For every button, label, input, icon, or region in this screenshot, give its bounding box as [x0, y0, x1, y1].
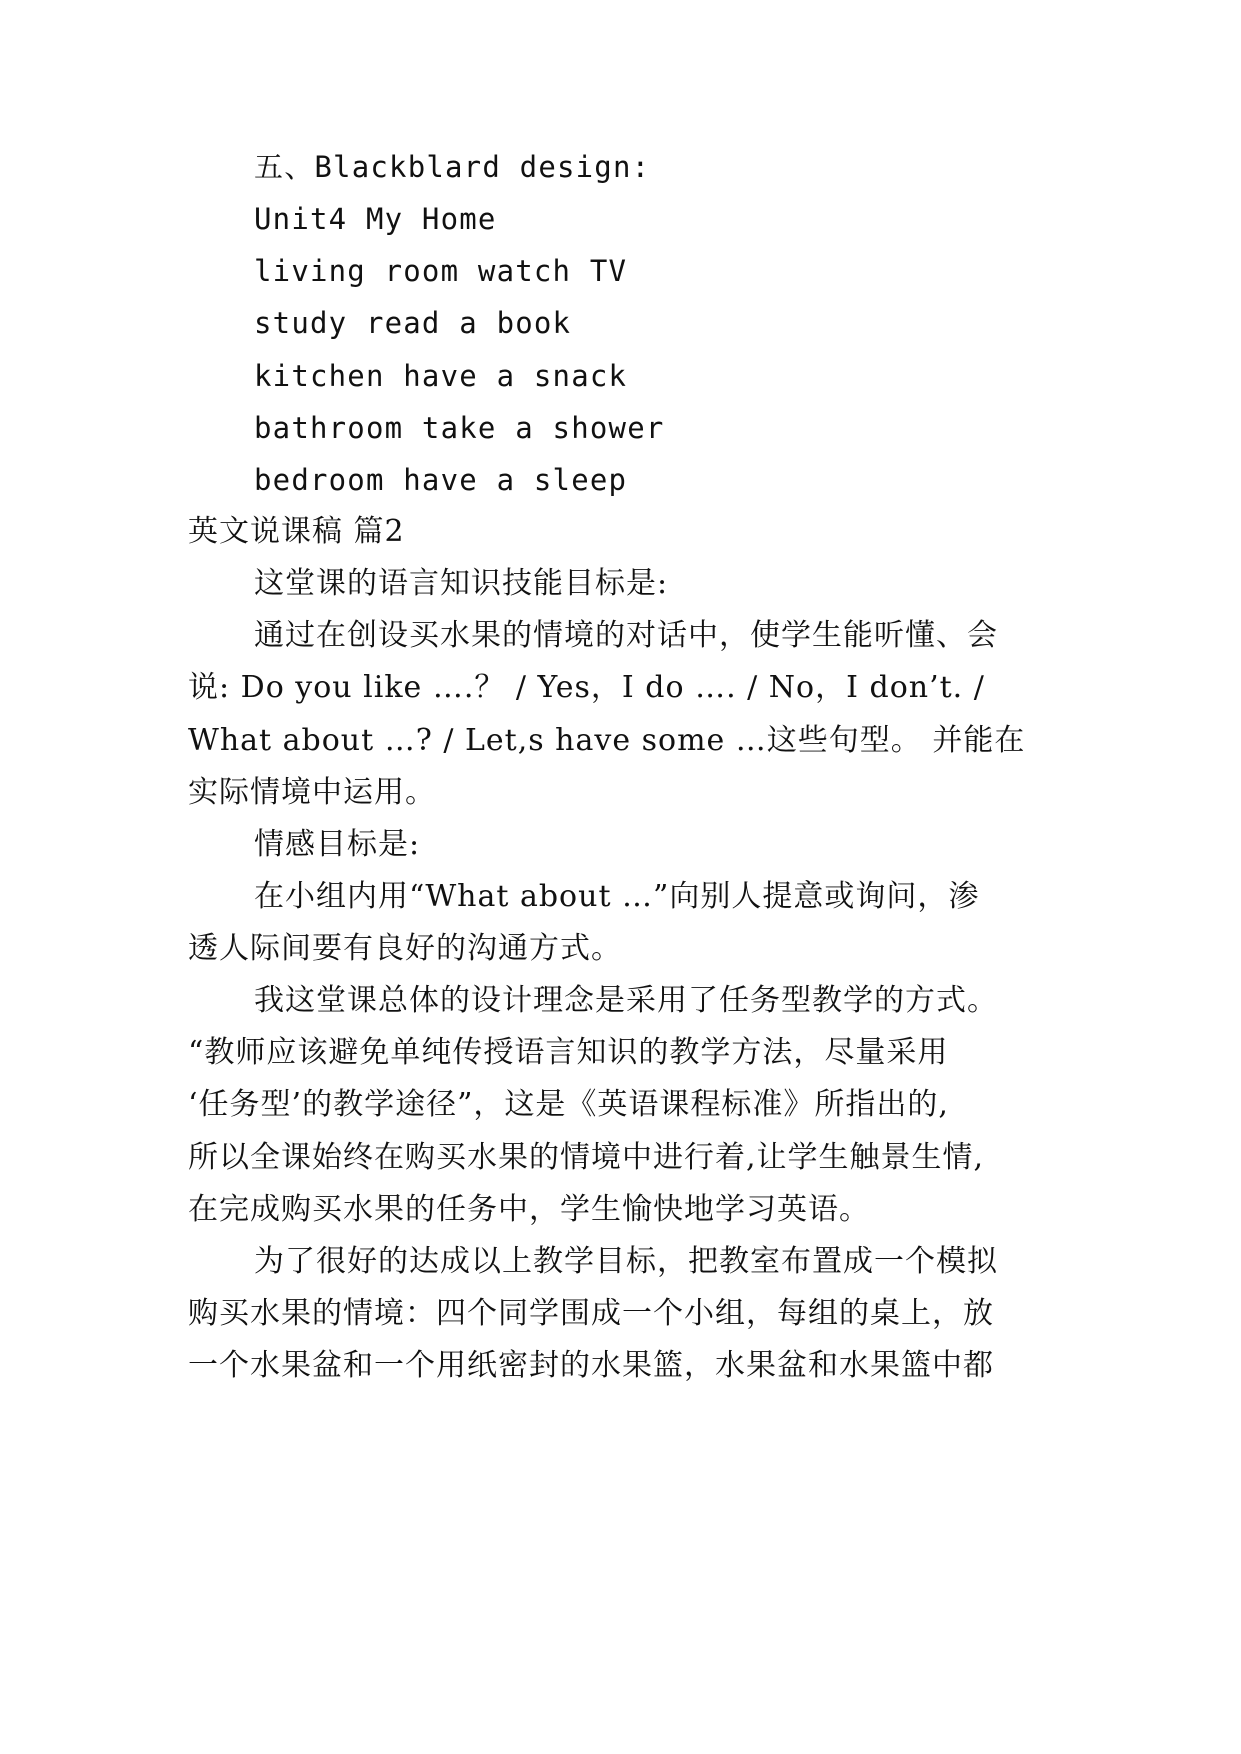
article-heading: 英文说课稿 篇2: [188, 514, 405, 549]
paragraph-line: 购买水果的情境：四个同学围成一个小组，每组的桌上，放: [188, 1296, 994, 1331]
blackboard-row: study read a book: [254, 306, 572, 340]
blackboard-heading: 五、Blackblard design:: [254, 150, 651, 184]
paragraph-line: 说: Do you like ….？ / Yes，I do …. / No，I don’t. /: [188, 670, 985, 705]
paragraph-line: 为了很好的达成以上教学目标，把教室布置成一个模拟: [254, 1244, 998, 1279]
paragraph-line: 在完成购买水果的任务中，学生愉快地学习英语。: [188, 1192, 870, 1227]
paragraph-line: “教师应该避免单纯传授语言知识的教学方法，尽量采用: [188, 1035, 949, 1070]
paragraph-line: 所以全课始终在购买水果的情境中进行着,让学生触景生情,: [188, 1140, 985, 1175]
blackboard-row: bathroom take a shower: [254, 411, 665, 445]
blackboard-title: Unit4 My Home: [254, 202, 497, 236]
blackboard-row: kitchen have a snack: [254, 359, 628, 393]
paragraph-line: 通过在创设买水果的情境的对话中，使学生能听懂、会: [254, 618, 998, 653]
paragraph-line: What about …? / Let,s have some …这些句型。 并能在: [188, 723, 1026, 758]
paragraph-line: ‘任务型’的教学途径”，这是《英语课程标准》所指出的,: [188, 1087, 949, 1122]
blackboard-row: bedroom have a sleep: [254, 463, 628, 497]
paragraph-line: 我这堂课总体的设计理念是采用了任务型教学的方式。: [254, 983, 998, 1018]
paragraph-line: 实际情境中运用。: [188, 775, 436, 810]
paragraph-line: 情感目标是:: [254, 827, 421, 862]
paragraph-line: 在小组内用“What about …”向别人提意或询问，渗: [254, 879, 980, 914]
paragraph-line: 这堂课的语言知识技能目标是:: [254, 566, 669, 601]
paragraph-line: 透人际间要有良好的沟通方式。: [188, 931, 622, 966]
paragraph-line: 一个水果盆和一个用纸密封的水果篮，水果盆和水果篮中都: [188, 1348, 994, 1383]
blackboard-row: living room watch TV: [254, 254, 628, 288]
